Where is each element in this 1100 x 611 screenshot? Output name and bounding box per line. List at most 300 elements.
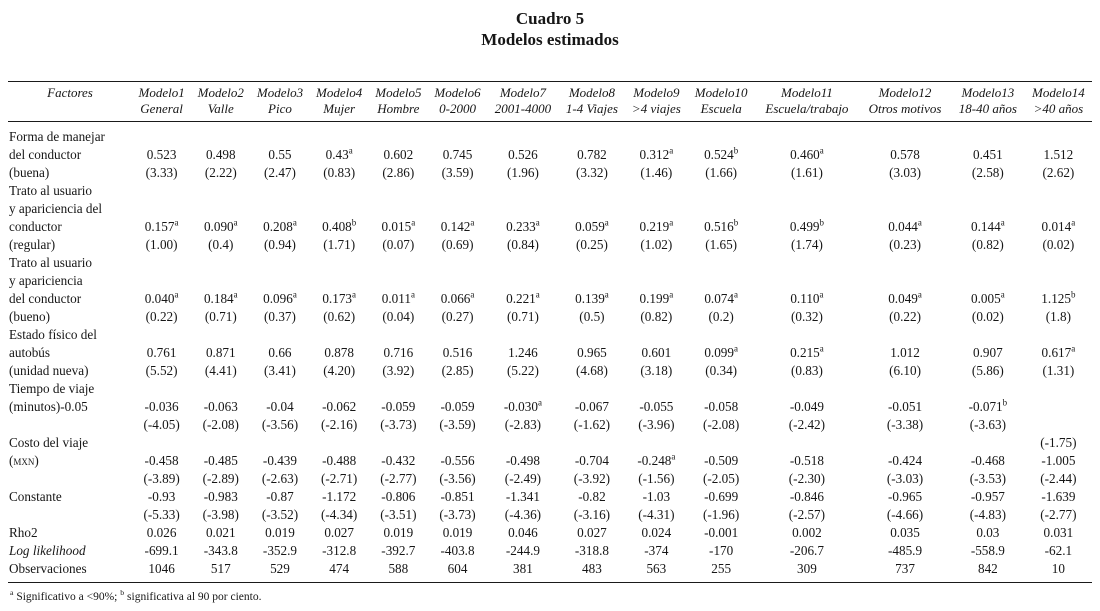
row-label: Estado físico del — [9, 327, 97, 342]
cell-value: (5.52) — [145, 363, 178, 378]
cell-value — [191, 122, 250, 147]
cell-value: (-1.56) — [638, 471, 675, 486]
cell-value — [369, 272, 428, 290]
cell-value: 0.745 — [442, 147, 473, 162]
row-label: (mxn) — [9, 453, 39, 468]
footnote-text-b: significativa al 90 por ciento. — [124, 591, 262, 603]
cell-value: 0.516 — [442, 345, 473, 360]
model-subtitle: Mujer — [323, 101, 356, 116]
cell-value: -0.498 — [505, 453, 540, 468]
cell-value: 0.031 — [1043, 525, 1074, 540]
cell-value: -0.983 — [203, 489, 238, 504]
cell-value: -318.8 — [574, 543, 609, 558]
cell-value: 0.602 — [383, 147, 414, 162]
cell-value: 842 — [977, 561, 998, 576]
cell-value: 0.074$^a$ — [704, 289, 738, 306]
cell-value: 0.157$^a$ — [144, 217, 179, 234]
cell-value: 309 — [797, 561, 817, 576]
cell-value: (0.71) — [204, 309, 237, 324]
significance-superscript: a — [352, 289, 356, 300]
table-row — [8, 122, 1092, 147]
cell-value: 0.871 — [205, 345, 236, 360]
cell-value: (0.5) — [579, 309, 605, 324]
cell-value — [310, 122, 369, 147]
cell-value — [1025, 254, 1092, 272]
cell-value: (3.32) — [576, 165, 608, 180]
cell-value: (0.4) — [208, 237, 234, 252]
model-name: Modelo14 — [1032, 85, 1085, 100]
cell-value — [1025, 416, 1092, 434]
cell-value: -0.93 — [147, 489, 176, 504]
significance-superscript: b — [819, 217, 824, 228]
model-name: Modelo11 — [781, 85, 833, 100]
cell-value: -0.458 — [144, 453, 179, 468]
cell-value: (0.94) — [264, 237, 296, 252]
cell-value — [755, 182, 859, 200]
cell-value: (0.84) — [506, 237, 539, 252]
cell-value — [428, 182, 487, 200]
cell-value: -0.851 — [440, 489, 475, 504]
row-label: autobús — [9, 345, 51, 360]
cell-value: 10 — [1051, 561, 1065, 576]
cell-value — [1025, 122, 1092, 147]
cell-value: 0.015$^a$ — [381, 217, 416, 234]
cell-value — [191, 272, 250, 290]
cell-value: (-1.96) — [703, 507, 740, 522]
cell-value: 0.026 — [146, 525, 177, 540]
cell-value — [428, 326, 487, 344]
cell-value: (-4.83) — [969, 507, 1006, 522]
cell-value — [1025, 272, 1092, 290]
column-header-model — [132, 82, 191, 122]
column-header-model — [487, 82, 559, 122]
cell-value: (-3.52) — [261, 507, 299, 522]
cell-value: 0.024 — [641, 525, 672, 540]
cell-value: (1.65) — [705, 237, 738, 252]
table-row — [8, 470, 1092, 488]
column-header-model — [755, 82, 859, 122]
significance-superscript: a — [348, 145, 353, 156]
cell-value: -0.846 — [789, 489, 824, 504]
table-row — [8, 254, 1092, 272]
model-subtitle: >4 viajes — [631, 101, 681, 116]
cell-value: 0.233$^a$ — [506, 217, 540, 234]
significance-superscript: a — [669, 217, 674, 228]
cell-value: (4.20) — [323, 363, 356, 378]
cell-value: 1.125$^b$ — [1041, 289, 1076, 306]
cell-value — [859, 254, 951, 272]
cell-value — [132, 434, 191, 452]
model-subtitle: Valle — [207, 101, 234, 116]
cell-value: -0.248$^a$ — [637, 451, 676, 468]
cell-value: (0.22) — [145, 309, 178, 324]
cell-value — [859, 272, 951, 290]
table-title-line1: Cuadro 5 — [515, 9, 585, 28]
significance-superscript: a — [733, 289, 738, 300]
row-label: y apariciencia del — [9, 201, 102, 216]
footnote-sup-b: b — [120, 588, 125, 598]
cell-value — [132, 200, 191, 218]
cell-value: -374 — [644, 543, 669, 558]
significance-superscript: a — [410, 289, 415, 300]
cell-value: -0.055 — [639, 399, 674, 414]
cell-value — [428, 254, 487, 272]
cell-value: (-3.73) — [380, 417, 417, 432]
cell-value — [191, 200, 250, 218]
cell-value: (-3.63) — [969, 417, 1006, 432]
cell-value — [428, 200, 487, 218]
cell-value: (-3.73) — [439, 507, 476, 522]
cell-value: -0.424 — [887, 453, 923, 468]
cell-value: -244.9 — [505, 543, 540, 558]
model-name: Modelo2 — [197, 85, 244, 100]
cell-value — [625, 326, 687, 344]
cell-value — [250, 272, 309, 290]
cell-value: 0.617$^a$ — [1041, 343, 1076, 360]
cell-value: (0.2) — [708, 309, 734, 324]
cell-value — [487, 326, 559, 344]
cell-value — [625, 434, 687, 452]
cell-value: (0.23) — [889, 237, 921, 252]
model-name: Modelo3 — [256, 85, 304, 100]
row-label: Forma de manejar — [9, 129, 105, 144]
column-header-model — [625, 82, 687, 122]
cell-value: 529 — [270, 561, 290, 576]
cell-value: -343.8 — [203, 543, 238, 558]
cell-value: -0.063 — [203, 399, 238, 414]
table-title — [8, 8, 1092, 50]
cell-value: -0.468 — [970, 453, 1005, 468]
cell-value — [250, 122, 309, 147]
cell-value: 0.55 — [268, 147, 292, 162]
column-header-model — [191, 82, 250, 122]
cell-value: (2.86) — [382, 165, 415, 180]
cell-value: (-2.05) — [703, 471, 740, 486]
cell-value: 0.040$^a$ — [144, 289, 179, 306]
significance-superscript: a — [669, 145, 674, 156]
cell-value — [755, 272, 859, 290]
cell-value — [428, 380, 487, 398]
cell-value — [951, 182, 1025, 200]
cell-value: -0.87 — [266, 489, 294, 504]
model-subtitle: 2001-4000 — [494, 101, 552, 116]
model-name: Modelo4 — [316, 85, 363, 100]
footnote-text-a: Significativo a <90%; — [13, 591, 121, 603]
model-subtitle: 18-40 años — [958, 101, 1017, 116]
cell-value — [428, 434, 487, 452]
model-name: Modelo6 — [434, 85, 481, 100]
cell-value: (-2.49) — [504, 471, 542, 486]
table-row — [8, 524, 1092, 542]
table-row — [8, 506, 1092, 524]
cell-value: (3.41) — [264, 363, 296, 378]
cell-value — [559, 182, 625, 200]
cell-value: -0.062 — [322, 399, 357, 414]
cell-value: 0.049$^a$ — [888, 289, 922, 306]
cell-value: 0.035 — [890, 525, 920, 540]
cell-value: -0.439 — [262, 453, 297, 468]
cell-value: 0.142$^a$ — [440, 217, 475, 234]
cell-value: -0.806 — [381, 489, 416, 504]
model-name: Modelo13 — [961, 85, 1015, 100]
cell-value: (4.68) — [576, 363, 608, 378]
cell-value: 0.144$^a$ — [971, 217, 1005, 234]
cell-value: 0.43$^a$ — [325, 145, 353, 162]
significance-superscript: a — [917, 289, 922, 300]
cell-value — [487, 272, 559, 290]
row-label: conductor — [9, 219, 62, 234]
cell-value — [369, 254, 428, 272]
cell-value: (5.86) — [971, 363, 1004, 378]
cell-value — [625, 122, 687, 147]
cell-value: (2.62) — [1042, 165, 1075, 180]
cell-value — [559, 122, 625, 147]
cell-value: -62.1 — [1044, 543, 1073, 558]
column-header-model — [310, 82, 369, 122]
cell-value — [369, 326, 428, 344]
cell-value: 1046 — [148, 561, 175, 576]
cell-value — [250, 200, 309, 218]
cell-value — [191, 254, 250, 272]
cell-value: (4.41) — [204, 363, 237, 378]
cell-value: 0.878 — [324, 345, 354, 360]
cell-value: (-4.31) — [638, 507, 675, 522]
cell-value: (-2.44) — [1040, 471, 1077, 486]
column-header-model — [951, 82, 1025, 122]
cell-value: 0.965 — [577, 345, 607, 360]
cell-value: (1.74) — [790, 237, 823, 252]
cell-value: -0.485 — [203, 453, 238, 468]
cell-value: (-2.16) — [321, 417, 358, 432]
cell-value — [859, 326, 951, 344]
cell-value: 0.139$^a$ — [575, 289, 609, 306]
cell-value: (3.92) — [382, 363, 415, 378]
table-row — [8, 380, 1092, 398]
cell-value — [1025, 200, 1092, 218]
estimates-table — [8, 81, 1092, 583]
cell-value: 1.012 — [890, 345, 920, 360]
cell-value: (1.00) — [145, 237, 178, 252]
cell-value: 474 — [329, 561, 350, 576]
model-subtitle: Otros motivos — [868, 101, 942, 116]
cell-value: -1.005 — [1041, 453, 1076, 468]
cell-value — [310, 182, 369, 200]
cell-value — [487, 122, 559, 147]
cell-value: (-1.75) — [1040, 435, 1077, 450]
cell-value: (5.22) — [506, 363, 539, 378]
model-subtitle: Hombre — [377, 101, 420, 116]
cell-value: (-3.03) — [886, 471, 924, 486]
cell-value — [250, 326, 309, 344]
cell-value: -0.509 — [704, 453, 739, 468]
cell-value: 0.173$^a$ — [322, 289, 356, 306]
cell-value — [132, 326, 191, 344]
cell-value: (-3.96) — [638, 417, 675, 432]
cell-value: -392.7 — [381, 543, 416, 558]
cell-value: 0.526 — [508, 147, 538, 162]
cell-value: 0.066$^a$ — [440, 289, 475, 306]
row-label: Rho2 — [9, 525, 38, 540]
significance-superscript: a — [733, 343, 738, 354]
cell-value: (0.34) — [705, 363, 738, 378]
cell-value — [487, 182, 559, 200]
cell-value: 0.499$^b$ — [789, 217, 824, 234]
model-subtitle: General — [140, 101, 183, 116]
row-label: (unidad nueva) — [9, 363, 89, 378]
cell-value: 604 — [447, 561, 468, 576]
cell-value: (-2.30) — [788, 471, 826, 486]
cell-value — [625, 200, 687, 218]
significance-superscript: a — [917, 217, 922, 228]
cell-value — [191, 434, 250, 452]
row-label — [8, 416, 132, 434]
cell-value: 517 — [210, 561, 231, 576]
cell-value: -0.049 — [789, 399, 824, 414]
cell-value: (-2.08) — [703, 417, 740, 432]
cell-value — [369, 380, 428, 398]
significance-superscript: a — [535, 217, 540, 228]
cell-value: -312.8 — [322, 543, 357, 558]
row-label: del conductor — [9, 147, 82, 162]
cell-value: (0.62) — [323, 309, 356, 324]
table-body — [8, 122, 1092, 583]
cell-value: -352.9 — [262, 543, 297, 558]
cell-value — [487, 434, 559, 452]
cell-value — [688, 380, 755, 398]
row-label: Tiempo de viaje — [9, 381, 95, 396]
cell-value: -0.036 — [144, 399, 179, 414]
table-row — [8, 218, 1092, 236]
cell-value: 0.716 — [383, 345, 414, 360]
cell-value — [951, 326, 1025, 344]
table-header — [8, 82, 1092, 122]
cell-value: 0.019 — [442, 525, 473, 540]
significance-superscript: a — [669, 289, 674, 300]
significance-superscript: a — [233, 217, 238, 228]
cell-value: (-2.77) — [380, 471, 417, 486]
cell-value — [250, 182, 309, 200]
row-label: (regular) — [9, 237, 56, 252]
model-subtitle: >40 años — [1033, 101, 1084, 116]
cell-value — [132, 122, 191, 147]
significance-superscript: a — [292, 217, 297, 228]
table-row — [8, 398, 1092, 416]
cell-value: (1.46) — [640, 165, 673, 180]
table-footnote — [8, 590, 1092, 605]
column-header-factors: Factores — [8, 82, 132, 122]
cell-value: (3.59) — [441, 165, 474, 180]
cell-value: 0.046 — [508, 525, 538, 540]
cell-value — [625, 380, 687, 398]
significance-superscript: a — [233, 289, 238, 300]
cell-value: -0.051 — [887, 399, 923, 414]
cell-value: 0.019 — [265, 525, 295, 540]
cell-value: 1.246 — [508, 345, 538, 360]
cell-value: (0.71) — [506, 309, 539, 324]
model-subtitle: Escuela/trabajo — [765, 101, 849, 116]
cell-value: -485.9 — [887, 543, 923, 558]
cell-value: 588 — [388, 561, 409, 576]
cell-value: (0.83) — [790, 363, 823, 378]
cell-value: -0.82 — [578, 489, 606, 504]
cell-value — [755, 122, 859, 147]
model-name: Modelo5 — [375, 85, 422, 100]
cell-value: (3.18) — [640, 363, 673, 378]
column-header-model — [559, 82, 625, 122]
cell-value: (-2.57) — [788, 507, 826, 522]
cell-value — [487, 380, 559, 398]
significance-superscript: a — [1071, 343, 1076, 354]
cell-value: 0.021 — [205, 525, 236, 540]
cell-value: (-4.36) — [504, 507, 542, 522]
cell-value: -0.488 — [322, 453, 357, 468]
cell-value: 255 — [711, 561, 732, 576]
cell-value — [369, 182, 428, 200]
cell-value: 381 — [513, 561, 533, 576]
significance-superscript: a — [470, 217, 475, 228]
cell-value: (1.8) — [1045, 309, 1072, 324]
cell-value — [688, 122, 755, 147]
cell-value — [428, 272, 487, 290]
column-header-model — [250, 82, 309, 122]
cell-value — [688, 326, 755, 344]
table-row — [8, 272, 1092, 290]
cell-value — [859, 380, 951, 398]
cell-value: (0.02) — [1042, 237, 1075, 252]
cell-value: 1.512 — [1043, 147, 1074, 162]
cell-value: -0.067 — [574, 399, 609, 414]
cell-value: (0.22) — [889, 309, 921, 324]
cell-value: 0.011$^a$ — [381, 289, 415, 306]
cell-value — [859, 434, 951, 452]
significance-superscript: b — [351, 217, 357, 228]
cell-value — [487, 200, 559, 218]
cell-value: 0.110$^a$ — [790, 289, 824, 306]
cell-value: 0.451 — [973, 147, 1003, 162]
row-label: del conductor — [9, 291, 82, 306]
row-label: Observaciones — [9, 561, 87, 576]
cell-value: 0.059$^a$ — [575, 217, 609, 234]
cell-value — [688, 182, 755, 200]
cell-value: 0.578 — [890, 147, 920, 162]
cell-value: -1.172 — [322, 489, 357, 504]
significance-superscript: a — [819, 343, 824, 354]
table-row — [8, 308, 1092, 326]
cell-value: 0.199$^a$ — [639, 289, 674, 306]
cell-value: 0.221$^a$ — [506, 289, 540, 306]
significance-superscript: a — [1000, 289, 1005, 300]
cell-value: (-3.51) — [380, 507, 417, 522]
column-header-model — [1025, 82, 1092, 122]
cell-value — [310, 326, 369, 344]
cell-value — [859, 182, 951, 200]
row-label: Log likelihood — [9, 543, 86, 558]
cell-value — [369, 200, 428, 218]
cell-value: 0.498 — [205, 147, 236, 162]
cell-value — [951, 122, 1025, 147]
cell-value: (-3.53) — [969, 471, 1006, 486]
cell-value: 0.027 — [577, 525, 607, 540]
cell-value: 0.03 — [976, 525, 1000, 540]
cell-value: (3.03) — [889, 165, 921, 180]
model-name: Modelo9 — [633, 85, 680, 100]
table-row — [8, 416, 1092, 434]
cell-value — [625, 254, 687, 272]
cell-value — [951, 380, 1025, 398]
cell-value: 0.027 — [324, 525, 354, 540]
cell-value: -206.7 — [789, 543, 824, 558]
model-subtitle: 0-2000 — [439, 101, 476, 116]
